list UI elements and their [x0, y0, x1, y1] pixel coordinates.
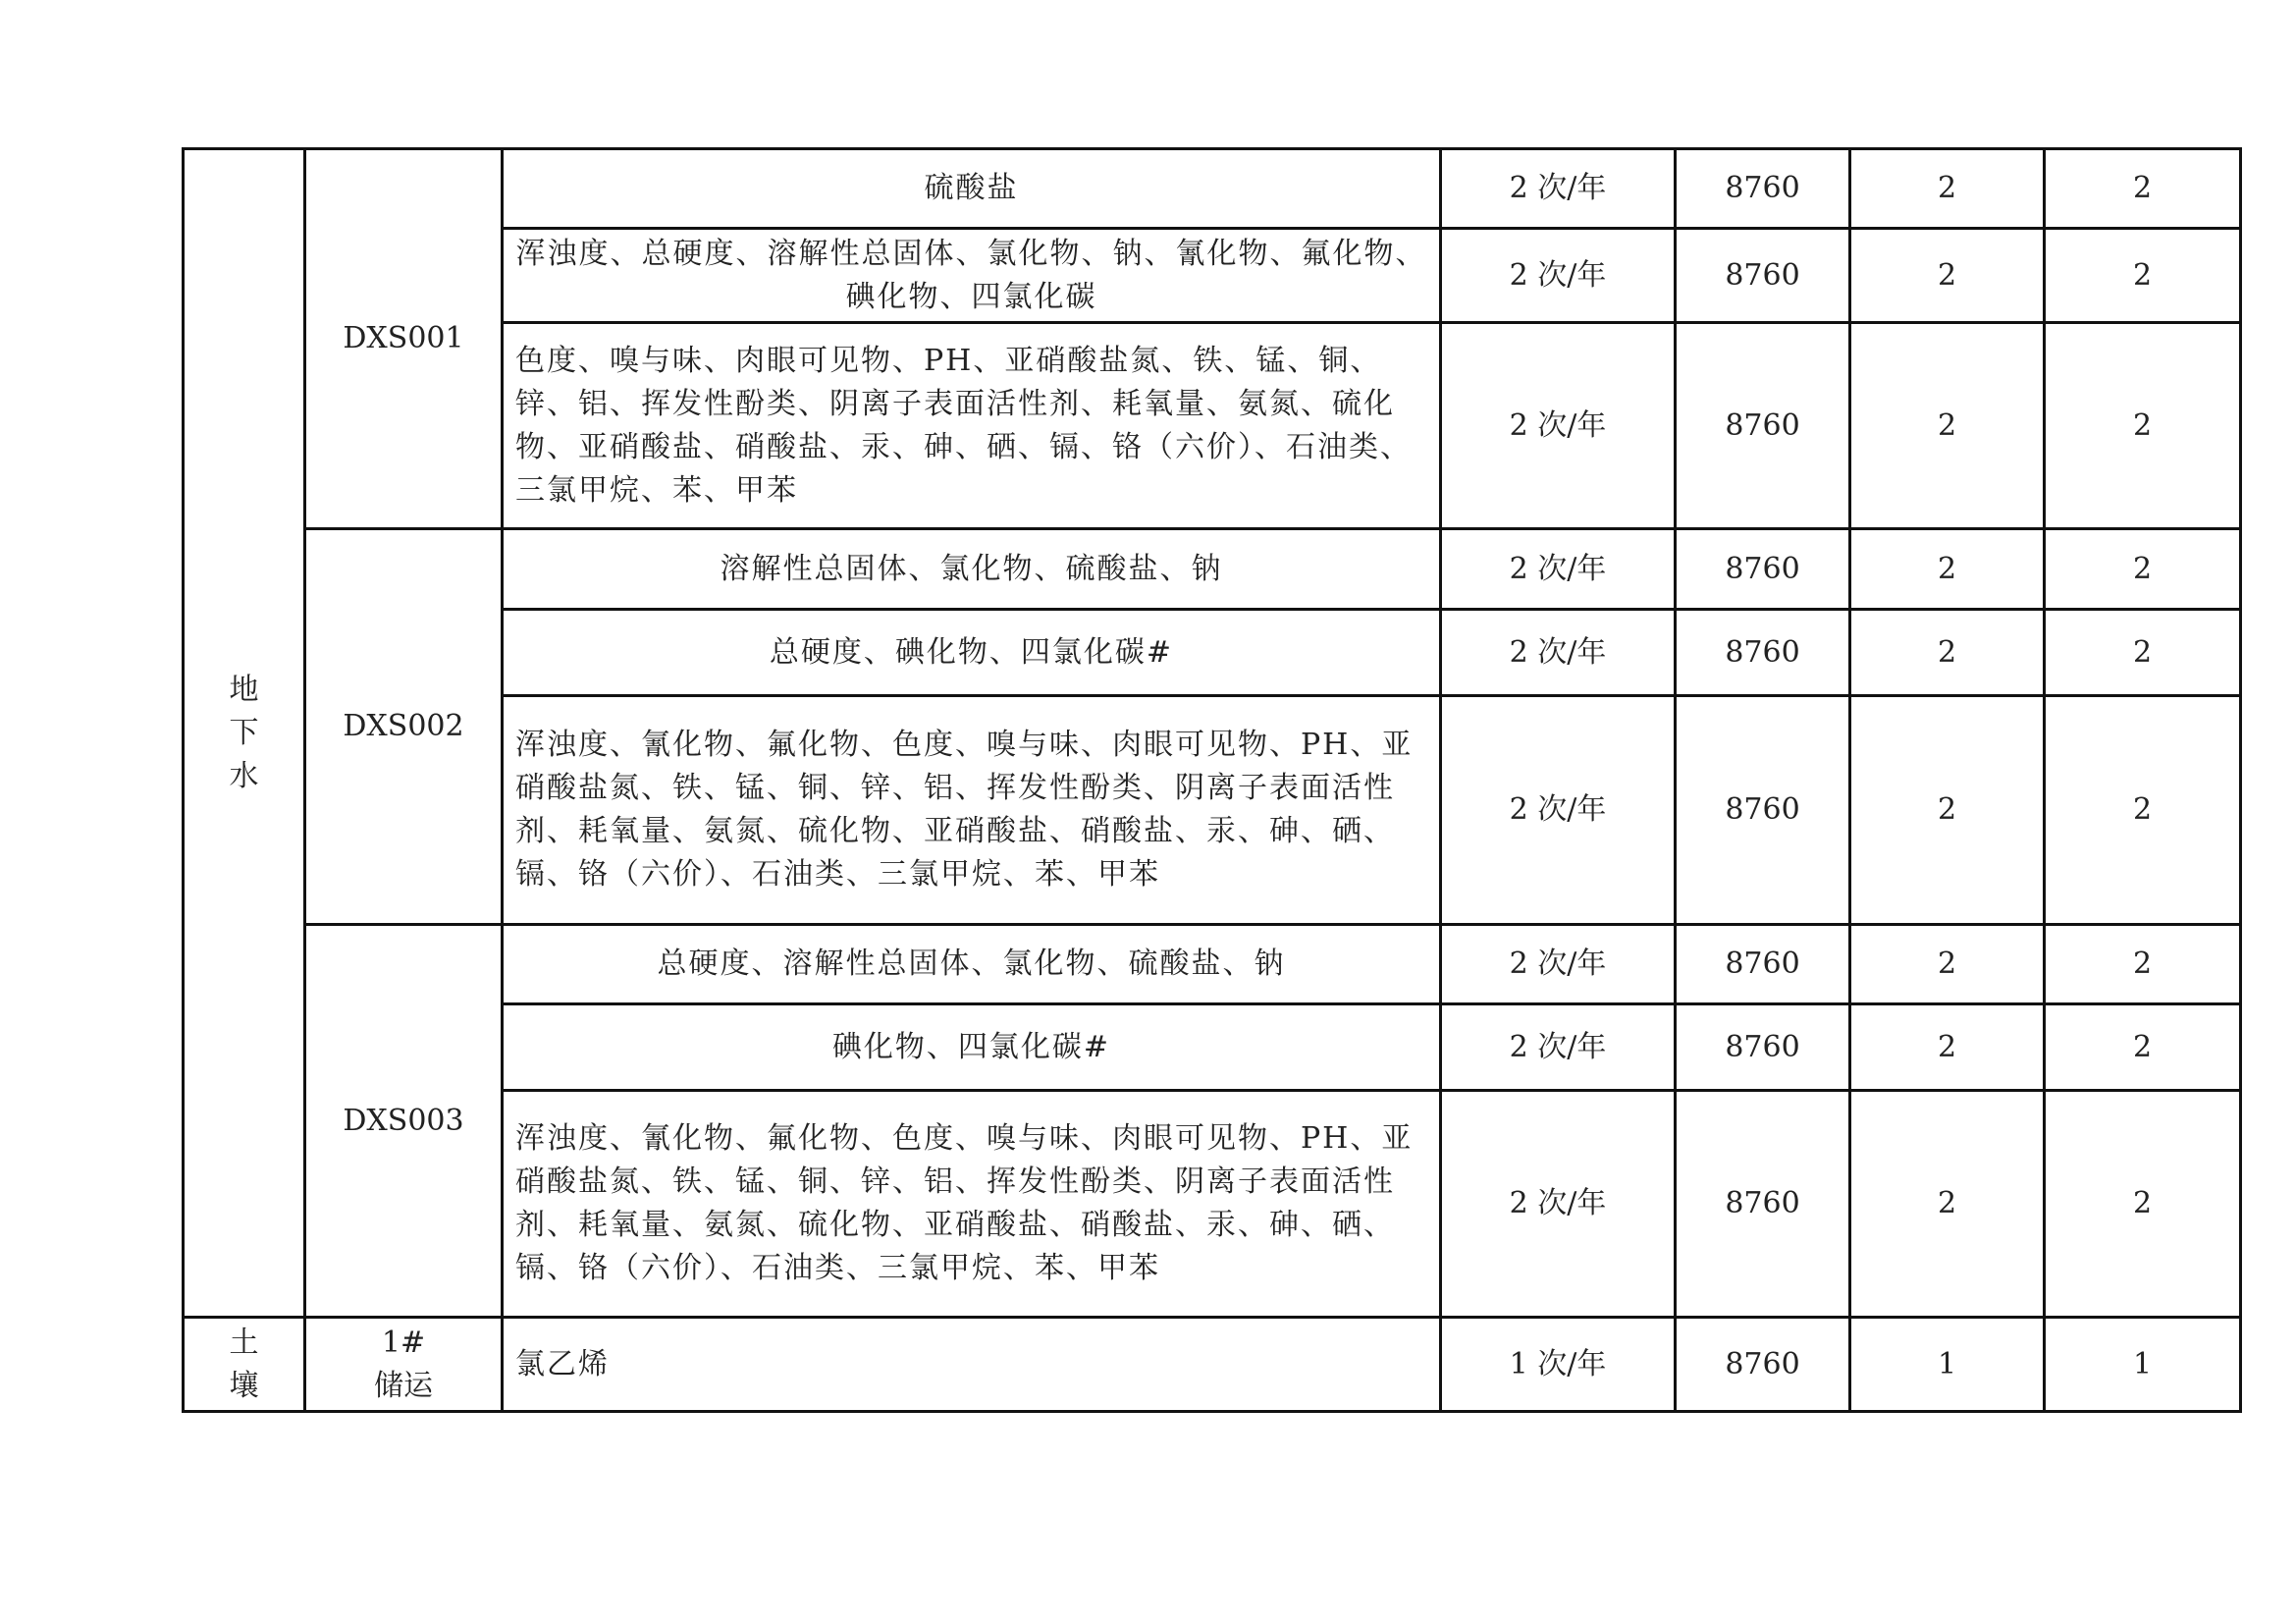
- point-label-line2: 储运: [374, 1368, 433, 1403]
- frequency-cell: 2 次/年: [1441, 323, 1676, 529]
- hours-cell: 8760: [1676, 149, 1850, 229]
- count-cell: 2: [1850, 149, 2045, 229]
- hours-cell: 8760: [1676, 1091, 1850, 1318]
- count-cell: 2: [2045, 696, 2241, 925]
- count-cell: 1: [2045, 1318, 2241, 1412]
- point-label-line1: 1#: [381, 1325, 426, 1360]
- count-cell: 2: [2045, 323, 2241, 529]
- table-row: [184, 529, 2241, 610]
- table-row: [184, 925, 2241, 1004]
- count-cell: 2: [1850, 1004, 2045, 1091]
- frequency-cell: 2 次/年: [1441, 229, 1676, 323]
- items-cell: 硫酸盐: [503, 149, 1441, 229]
- count-cell: 2: [2045, 149, 2241, 229]
- monitoring-table: [182, 147, 2242, 1413]
- point-cell: [305, 1318, 503, 1412]
- frequency-cell: 2 次/年: [1441, 925, 1676, 1004]
- hours-cell: 8760: [1676, 925, 1850, 1004]
- frequency-cell: 2 次/年: [1441, 696, 1676, 925]
- hours-cell: 8760: [1676, 610, 1850, 696]
- count-cell: 2: [1850, 610, 2045, 696]
- category-cell: 地下水: [184, 149, 305, 1318]
- items-cell: 碘化物、四氯化碳#: [503, 1004, 1441, 1091]
- count-cell: 2: [1850, 925, 2045, 1004]
- count-cell: 2: [2045, 925, 2241, 1004]
- category-cell: 土壤: [184, 1318, 305, 1412]
- items-cell: 浑浊度、氰化物、氟化物、色度、嗅与味、肉眼可见物、PH、亚硝酸盐氮、铁、锰、铜、锌、铝、挥发性酚类、阴离子表面活性剂、耗氧量、氨氮、硫化物、亚硝酸盐、硝酸盐、汞、砷、硒、镉、铬（六价）、石油类、三氯甲烷、苯、甲苯: [503, 1091, 1441, 1318]
- count-cell: 2: [2045, 529, 2241, 610]
- count-cell: 2: [2045, 610, 2241, 696]
- hours-cell: 8760: [1676, 323, 1850, 529]
- count-cell: 2: [2045, 1004, 2241, 1091]
- items-cell: 总硬度、碘化物、四氯化碳#: [503, 610, 1441, 696]
- count-cell: 2: [2045, 1091, 2241, 1318]
- frequency-cell: 1 次/年: [1441, 1318, 1676, 1412]
- items-cell: 氯乙烯: [503, 1318, 1441, 1412]
- count-cell: 2: [1850, 229, 2045, 323]
- items-cell: 溶解性总固体、氯化物、硫酸盐、钠: [503, 529, 1441, 610]
- count-cell: 2: [1850, 1091, 2045, 1318]
- hours-cell: 8760: [1676, 1004, 1850, 1091]
- count-cell: 2: [1850, 696, 2045, 925]
- items-cell: 总硬度、溶解性总固体、氯化物、硫酸盐、钠: [503, 925, 1441, 1004]
- hours-cell: 8760: [1676, 696, 1850, 925]
- frequency-cell: 2 次/年: [1441, 610, 1676, 696]
- hours-cell: 8760: [1676, 229, 1850, 323]
- table-row: [184, 1318, 2241, 1412]
- frequency-cell: 2 次/年: [1441, 529, 1676, 610]
- count-cell: 2: [1850, 323, 2045, 529]
- point-cell: DXS002: [305, 529, 503, 925]
- count-cell: 2: [2045, 229, 2241, 323]
- frequency-cell: 2 次/年: [1441, 1004, 1676, 1091]
- point-cell: DXS003: [305, 925, 503, 1318]
- hours-cell: 8760: [1676, 1318, 1850, 1412]
- items-cell: 浑浊度、氰化物、氟化物、色度、嗅与味、肉眼可见物、PH、亚硝酸盐氮、铁、锰、铜、锌、铝、挥发性酚类、阴离子表面活性剂、耗氧量、氨氮、硫化物、亚硝酸盐、硝酸盐、汞、砷、硒、镉、铬（六价）、石油类、三氯甲烷、苯、甲苯: [503, 696, 1441, 925]
- hours-cell: 8760: [1676, 529, 1850, 610]
- point-cell: DXS001: [305, 149, 503, 529]
- items-cell: 色度、嗅与味、肉眼可见物、PH、亚硝酸盐氮、铁、锰、铜、锌、铝、挥发性酚类、阴离子表面活性剂、耗氧量、氨氮、硫化物、亚硝酸盐、硝酸盐、汞、砷、硒、镉、铬（六价）、石油类、三氯甲烷、苯、甲苯: [503, 323, 1441, 529]
- frequency-cell: 2 次/年: [1441, 1091, 1676, 1318]
- count-cell: 1: [1850, 1318, 2045, 1412]
- table-row: [184, 149, 2241, 229]
- frequency-cell: 2 次/年: [1441, 149, 1676, 229]
- count-cell: 2: [1850, 529, 2045, 610]
- items-cell: 浑浊度、总硬度、溶解性总固体、氯化物、钠、氰化物、氟化物、碘化物、四氯化碳: [503, 229, 1441, 323]
